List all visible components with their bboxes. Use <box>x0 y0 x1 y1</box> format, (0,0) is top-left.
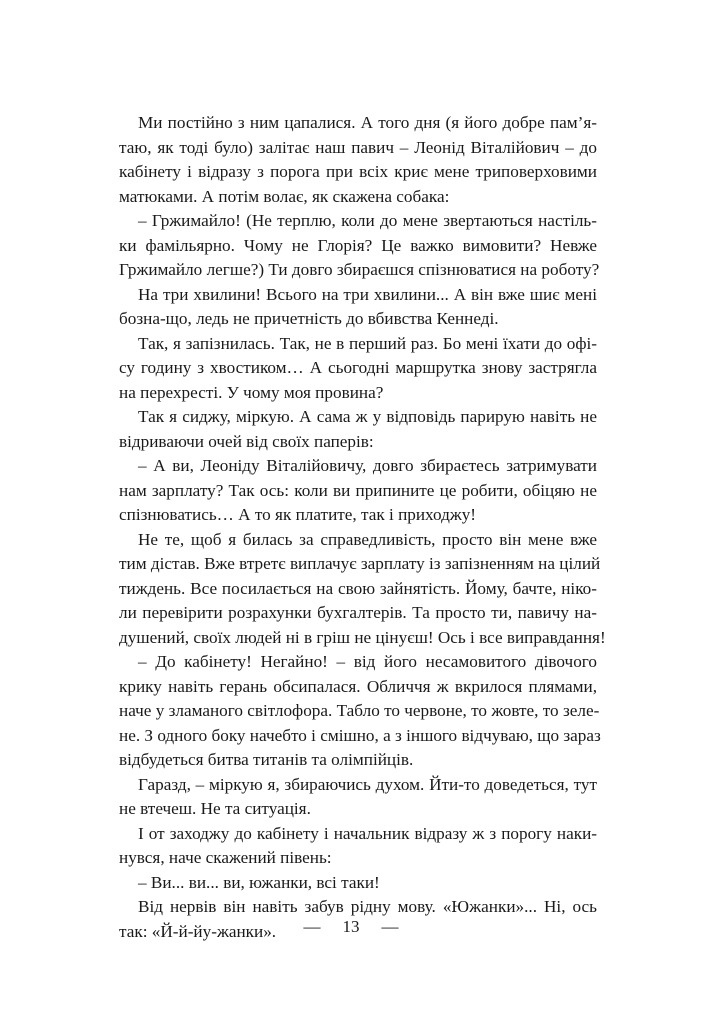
text-line: відбудеться битва титанів та олімпійців. <box>119 750 414 769</box>
text-line: таю, як тоді було) залітає наш павич – Леонід Віталійович – до <box>119 137 597 157</box>
text-line: На три хвилини! Всього на три хвилини... А він вже шиє мені <box>138 284 597 304</box>
text-line: – Гржимайло! (Не терплю, коли до мене звертаються настіль- <box>138 211 597 230</box>
text-line: – А ви, Леоніду Віталійовичу, довго збираєтесь затримувати <box>138 456 597 475</box>
text-line: матюками. А потім волає, як скажена собака: <box>119 186 450 206</box>
footer-dash-right: — <box>381 917 399 936</box>
text-line: тиждень. Все посилається на свою зайнятість. Йому, бачте, ніко- <box>119 578 597 598</box>
text-line: нувся, наче скажений півень: <box>119 848 332 867</box>
text-line: Не те, щоб я билась за справедливість, просто він мене вже <box>138 529 597 549</box>
text-line: ки фамільярно. Чому не Глорія? Це важко вимовити? Невже <box>119 235 597 255</box>
text-line: Гржимайло легше?) Ти довго збираєшся спізнюватися на роботу? <box>119 260 600 279</box>
text-line: так: «Й-й-йу-жанки». <box>119 921 277 941</box>
text-line: – До кабінету! Негайно! – від його несамовитого дівочого <box>138 652 597 671</box>
text-line: тим дістав. Вже втретє виплачує зарплату із запізненням на цілий <box>119 554 601 573</box>
text-line: на перехресті. У чому моя провина? <box>119 382 384 402</box>
text-line: І от заходжу до кабінету і начальник відразу ж з порогу наки- <box>138 823 597 843</box>
text-line: Так я сиджу, міркую. А сама ж у відповідь парирую навіть не <box>138 407 597 426</box>
text-line: наче у зламаного світлофора. Табло то червоне, то жовте, то зеле- <box>119 701 600 720</box>
text-line: бозна-що, ледь не причетність до вбивства Кеннеді. <box>119 309 499 328</box>
page-footer <box>0 915 702 939</box>
text-line: Так, я запізнилась. Так, не в перший раз. Бо мені їхати до офі- <box>138 333 597 353</box>
body-text <box>119 111 606 944</box>
text-line: спізнюватись… А то як платите, так і приходжу! <box>119 505 477 524</box>
text-line: відриваючи очей від своїх паперів: <box>119 431 374 451</box>
text-line: не втечеш. Не та ситуація. <box>119 799 311 818</box>
text-line: крику навіть герань обсипалася. Обличчя ж вкрилося плямами, <box>119 676 597 696</box>
text-line: Ми постійно з ним цапалися. А того дня (я його добре пам’я- <box>138 113 597 132</box>
page-number: 13 <box>342 917 360 936</box>
text-line: нам зарплату? Так ось: коли ви припините це робити, обіцяю не <box>119 480 597 500</box>
text-line: – Ви... ви... ви, южанки, всі таки! <box>138 872 380 892</box>
text-line: су годину з хвостиком… А сьогодні маршрутка знову застрягла <box>119 358 597 377</box>
text-line: ли перевірити розрахунки бухгалтерів. Та просто ти, павичу на- <box>119 603 597 622</box>
text-line: Від нервів він навіть забув рідну мову. «Южанки»... Ні, ось <box>138 897 597 916</box>
text-line: не. З одного боку начебто і смішно, а з іншого відчуваю, що зараз <box>119 725 601 745</box>
text-line: кабінету і відразу з порога при всіх криє мене триповерховими <box>119 162 597 181</box>
footer-dash-left: — <box>303 917 321 936</box>
text-line: душений, своїх людей ні в гріш не цінуєш! Ось і все виправдання! <box>119 627 606 647</box>
text-line: Гаразд, – міркую я, збираючись духом. Йти-то доведеться, тут <box>138 774 597 794</box>
